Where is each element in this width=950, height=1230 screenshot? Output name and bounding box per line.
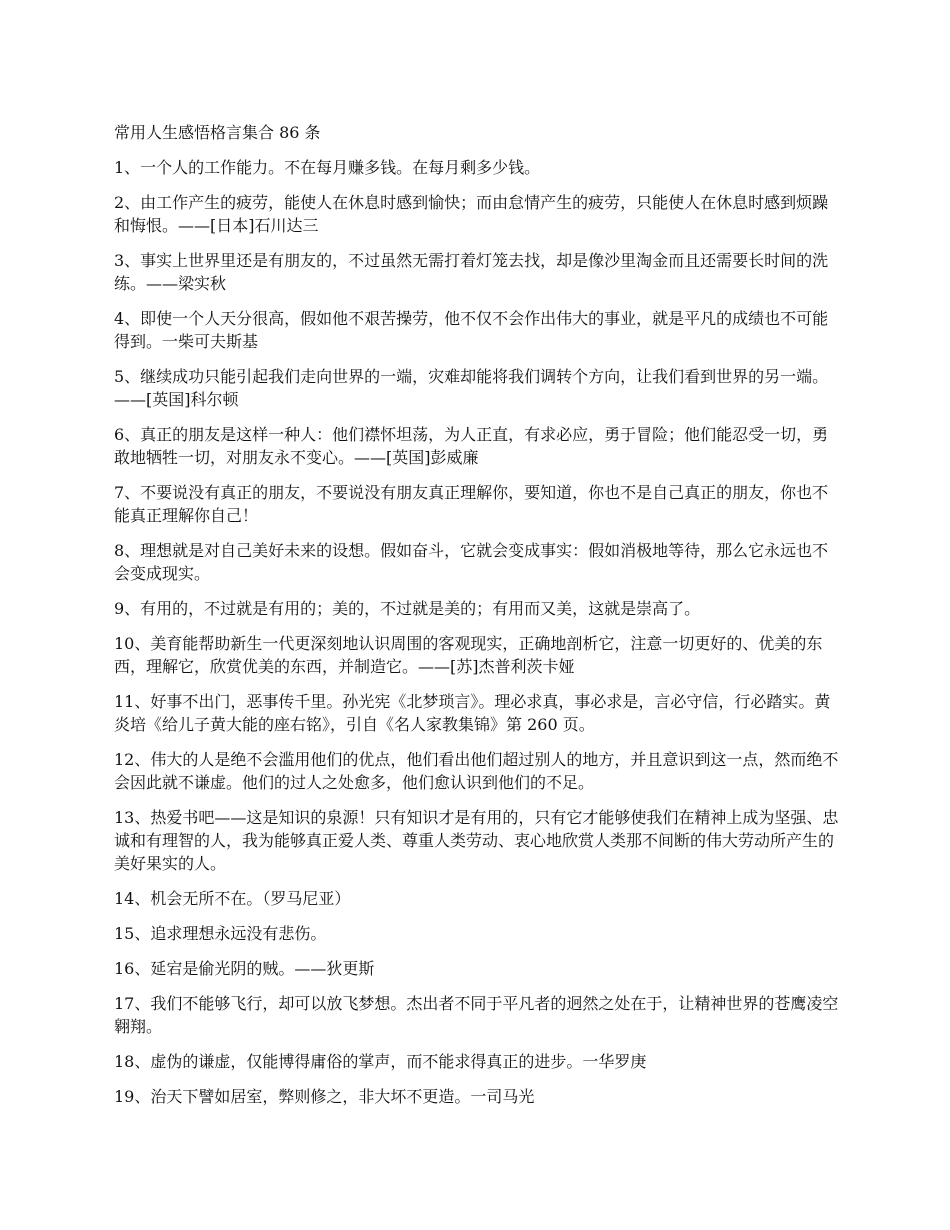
quote-item-19: 19、治天下譬如居室，弊则修之，非大坏不更造。一司马光 bbox=[114, 1087, 535, 1106]
quote-item-18: 18、虚伪的谦虚，仅能博得庸俗的掌声，而不能求得真正的进步。一华罗庚 bbox=[114, 1052, 647, 1071]
document-title: 常用人生感悟格言集合 86 条 bbox=[114, 123, 321, 142]
quote-item-12: 12、伟大的人是绝不会滥用他们的优点，他们看出他们超过别人的地方，并且意识到这一点，然而绝不会因此就不谦虚。他们的过人之处愈多，他们愈认识到他们的不足。 bbox=[114, 750, 839, 792]
quote-item-9: 9、有用的，不过就是有用的；美的，不过就是美的；有用而又美，这就是崇高了。 bbox=[114, 599, 701, 618]
quote-item-11: 11、好事不出门，恶事传千里。孙光宪《北梦琐言》。理必求真，事必求是，言必守信，行必踏实。黄炎培《给儿子黄大能的座右铭》，引自《名人家教集锦》第 260 页。 bbox=[114, 692, 831, 734]
quote-item-15: 15、追求理想永远没有悲伤。 bbox=[114, 924, 327, 943]
quote-item-14: 14、机会无所不在。（罗马尼亚） bbox=[114, 889, 351, 908]
quote-item-1: 1、一个人的工作能力。不在每月赚多钱。在每月剩多少钱。 bbox=[114, 158, 541, 177]
quote-item-2: 2、由工作产生的疲劳，能使人在休息时感到愉快；而由怠情产生的疲劳，只能使人在休息时感到烦躁和悔恨。——[日本]石川达三 bbox=[114, 193, 829, 235]
quote-item-13: 13、热爱书吧——这是知识的泉源！只有知识才是有用的，只有它才能够使我们在精神上成为坚强、忠诚和有理智的人，我为能够真正爱人类、尊重人类劳动、衷心地欣赏人类那不间断的伟大劳动所产生的美好果实的人。 bbox=[114, 808, 839, 873]
quote-item-16: 16、延宕是偷光阴的贼。——狄更斯 bbox=[114, 959, 375, 978]
quote-item-4: 4、即使一个人天分很高，假如他不艰苦操劳，他不仅不会作出伟大的事业，就是平凡的成绩也不可能得到。一柴可夫斯基 bbox=[114, 309, 829, 351]
quote-item-10: 10、美育能帮助新生一代更深刻地认识周围的客观现实，正确地剖析它，注意一切更好的、优美的东西，理解它，欣赏优美的东西，并制造它。——[苏]杰普利茨卡娅 bbox=[114, 634, 823, 676]
quote-item-3: 3、事实上世界里还是有朋友的，不过虽然无需打着灯笼去找，却是像沙里淘金而且还需要长时间的洗练。——梁实秋 bbox=[114, 251, 829, 293]
quote-item-5: 5、继续成功只能引起我们走向世界的一端，灾难却能将我们调转个方向，让我们看到世界的另一端。——[英国]科尔顿 bbox=[114, 367, 829, 409]
quote-item-8: 8、理想就是对自己美好未来的设想。假如奋斗，它就会变成事实：假如消极地等待，那么它永远也不会变成现实。 bbox=[114, 541, 829, 583]
quote-item-7: 7、不要说没有真正的朋友，不要说没有朋友真正理解你，要知道，你也不是自己真正的朋友，你也不能真正理解你自己！ bbox=[114, 483, 829, 525]
quote-item-17: 17、我们不能够飞行，却可以放飞梦想。杰出者不同于平凡者的迥然之处在于，让精神世界的苍鹰凌空翱翔。 bbox=[114, 994, 839, 1036]
document-page bbox=[114, 122, 842, 1120]
quote-item-6: 6、真正的朋友是这样一种人：他们襟怀坦荡，为人正直，有求必应，勇于冒险；他们能忍受一切，勇敢地牺牲一切，对朋友永不变心。——[英国]彭威廉 bbox=[114, 425, 829, 467]
